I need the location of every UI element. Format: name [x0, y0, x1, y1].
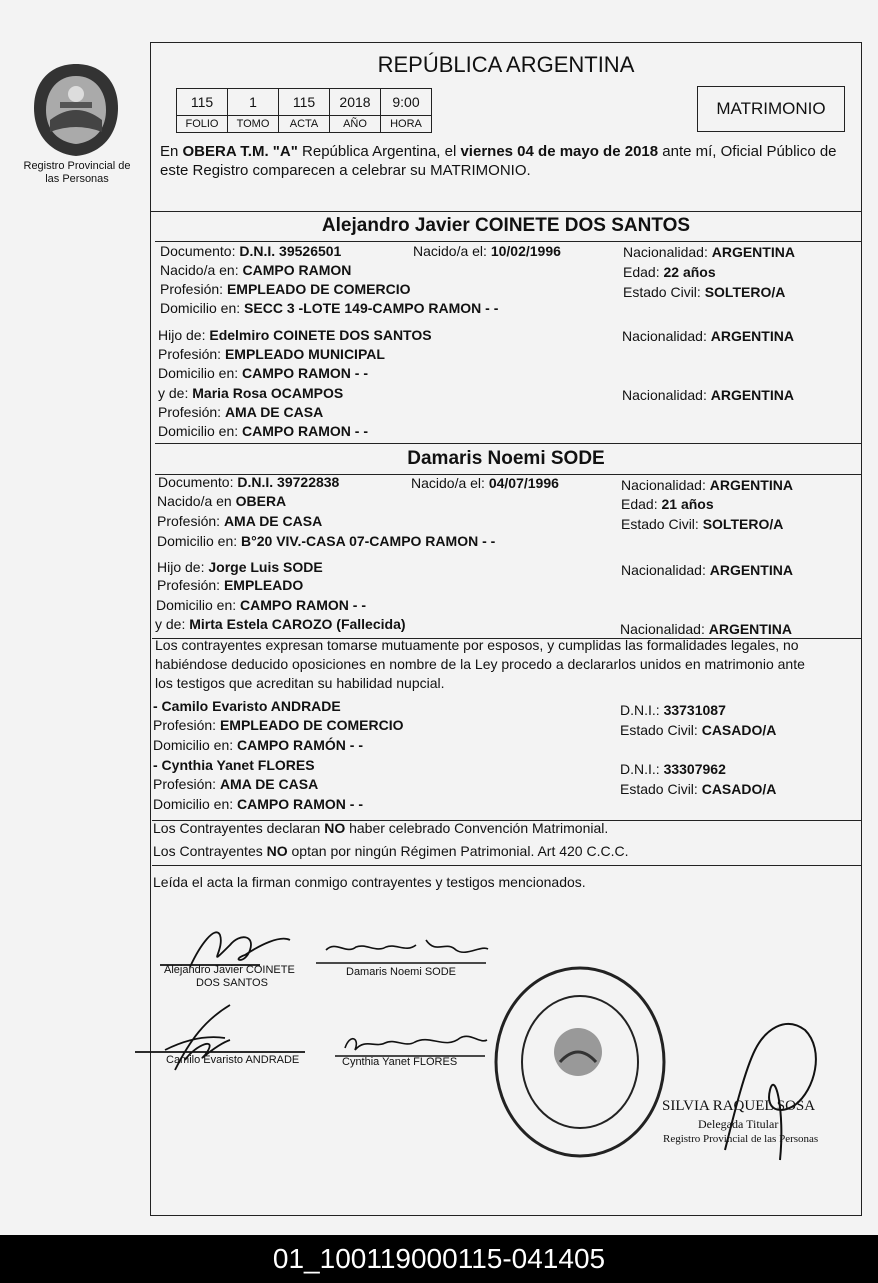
registry-meta-table	[176, 88, 432, 133]
spouse2-mother-nationality: Nacionalidad: ARGENTINA	[620, 621, 792, 637]
act-type-box: MATRIMONIO	[697, 86, 845, 132]
spouse1-profession: Profesión: EMPLEADO DE COMERCIO	[160, 281, 411, 297]
intro-text: República Argentina, el	[297, 143, 461, 160]
spouse1-civil-status: Estado Civil: SOLTERO/A	[623, 284, 786, 300]
spouse2-age: Edad: 21 años	[621, 496, 714, 512]
spouse2-father-nationality: Nacionalidad: ARGENTINA	[621, 562, 793, 578]
spouse2-father-address: Domicilio en: CAMPO RAMON - -	[156, 597, 367, 613]
country-title: REPÚBLICA ARGENTINA	[377, 52, 635, 77]
folio-value: 115	[177, 89, 228, 116]
witness1-profession: Profesión: EMPLEADO DE COMERCIO	[153, 717, 404, 733]
hora-label: HORA	[381, 116, 432, 133]
registry-name: Registro Provincial de las Personas	[23, 160, 131, 185]
spouse1-mother-profession: Profesión: AMA DE CASA	[158, 404, 324, 420]
spouse2-civil-status: Estado Civil: SOLTERO/A	[621, 516, 784, 532]
spouse1-nationality: Nacionalidad: ARGENTINA	[623, 244, 795, 260]
tomo-label: TOMO	[228, 116, 279, 133]
divider	[150, 211, 862, 212]
witness1-address: Domicilio en: CAMPO RAMÓN - -	[153, 737, 364, 753]
document-code-footer: 01_100119000115-041405	[0, 1235, 878, 1283]
official-org: Registro Provincial de las Personas	[663, 1133, 819, 1145]
divider	[155, 443, 862, 444]
acta-value: 115	[279, 89, 330, 116]
divider	[155, 241, 862, 242]
spouse1-mother-address: Domicilio en: CAMPO RAMON - -	[158, 423, 369, 439]
signature-damaris	[316, 935, 496, 967]
signature-label-cynthia: Cynthia Yanet FLORES	[342, 1056, 458, 1068]
acta-label: ACTA	[279, 116, 330, 133]
spouse2-mother: y de: Mirta Estela CAROZO (Fallecida)	[155, 616, 406, 632]
spouse2-father: Hijo de: Jorge Luis SODE	[157, 559, 323, 575]
signature-official	[695, 1010, 835, 1170]
declaration-line: habiéndose deducido oposiciones en nombre de la Ley procedo a declararlos unidos en matrimonio ante	[155, 656, 805, 672]
spouse1-address: Domicilio en: SECC 3 -LOTE 149-CAMPO RAMON - -	[160, 300, 499, 316]
regime-line: Los Contrayentes NO optan por ningún Régimen Patrimonial. Art 420 C.C.C.	[153, 843, 629, 859]
convention-line: Los Contrayentes declaran NO haber celebrado Convención Matrimonial.	[153, 820, 609, 836]
hora-value: 9:00	[381, 89, 432, 116]
intro-text: En	[160, 143, 183, 160]
official-seal-stamp	[490, 962, 670, 1162]
witness1-civil-status: Estado Civil: CASADO/A	[620, 722, 777, 738]
spouse2-birthdate: Nacido/a el: 04/07/1996	[411, 475, 559, 491]
signature-label-damaris: Damaris Noemi SODE	[346, 966, 457, 978]
signature-label-alejandro: Alejandro Javier COINETE	[164, 964, 295, 976]
anio-value: 2018	[330, 89, 381, 116]
witness2-address: Domicilio en: CAMPO RAMON - -	[153, 796, 364, 812]
witness1-dni: D.N.I.: 33731087	[620, 702, 726, 718]
tomo-value: 1	[228, 89, 279, 116]
witness2-dni: D.N.I.: 33307962	[620, 761, 726, 777]
spouse1-father-address: Domicilio en: CAMPO RAMON - -	[158, 365, 369, 381]
spouse1-documento: Documento: D.N.I. 39526501	[160, 243, 342, 259]
witness2-profession: Profesión: AMA DE CASA	[153, 776, 319, 792]
official-title: Delegada Titular	[698, 1117, 779, 1131]
declaration-line: los testigos que acreditan su habilidad nupcial.	[155, 675, 445, 691]
witness1-name: - Camilo Evaristo ANDRADE	[153, 698, 341, 714]
spouse1-father: Hijo de: Edelmiro COINETE DOS SANTOS	[158, 327, 432, 343]
spouse1-mother-nationality: Nacionalidad: ARGENTINA	[622, 387, 794, 403]
official-name: SILVIA RAQUEL SOSA	[662, 1098, 816, 1114]
closing-line: Leída el acta la firman conmigo contrayentes y testigos mencionados.	[153, 874, 586, 890]
spouse1-mother: y de: Maria Rosa OCAMPOS	[158, 385, 344, 401]
spouse2-documento: Documento: D.N.I. 39722838	[158, 474, 340, 490]
signature-label-camilo: Camilo Evaristo ANDRADE	[166, 1054, 300, 1066]
declaration-line: Los contrayentes expresan tomarse mutuamente por esposos, y cumplidas las formalidades legales, no	[155, 637, 799, 653]
spouse2-address: Domicilio en: B°20 VIV.-CASA 07-CAMPO RAMON - -	[157, 533, 496, 549]
spouse2-father-profession: Profesión: EMPLEADO	[157, 577, 304, 593]
anio-label: AÑO	[330, 116, 381, 133]
provincia-misiones-logo	[30, 60, 122, 160]
intro-place: OBERA T.M. "A"	[182, 143, 298, 160]
folio-label: FOLIO	[177, 116, 228, 133]
spouse2-birthplace: Nacido/a en OBERA	[157, 493, 287, 509]
spouse1-birthdate: Nacido/a el: 10/02/1996	[413, 243, 561, 259]
divider	[152, 865, 862, 866]
spouse2-profession: Profesión: AMA DE CASA	[157, 513, 323, 529]
signature-label-alejandro-2: DOS SANTOS	[196, 977, 268, 989]
intro-paragraph	[160, 142, 860, 180]
spouse1-father-nationality: Nacionalidad: ARGENTINA	[622, 328, 794, 344]
spouse2-nationality: Nacionalidad: ARGENTINA	[621, 477, 793, 493]
witness2-civil-status: Estado Civil: CASADO/A	[620, 781, 777, 797]
intro-text: ante mí, Oficial Público de este Registro comparecen a celebrar su MATRIMONIO.	[160, 143, 837, 179]
intro-date: viernes 04 de mayo de 2018	[460, 143, 659, 160]
spouse1-birthplace: Nacido/a en: CAMPO RAMON	[160, 262, 352, 278]
spouse1-name: Alejandro Javier COINETE DOS SANTOS	[321, 215, 691, 236]
spouse1-age: Edad: 22 años	[623, 264, 716, 280]
witness2-name: - Cynthia Yanet FLORES	[153, 757, 315, 773]
spouse2-name: Damaris Noemi SODE	[407, 448, 605, 469]
spouse1-father-profession: Profesión: EMPLEADO MUNICIPAL	[158, 346, 385, 362]
